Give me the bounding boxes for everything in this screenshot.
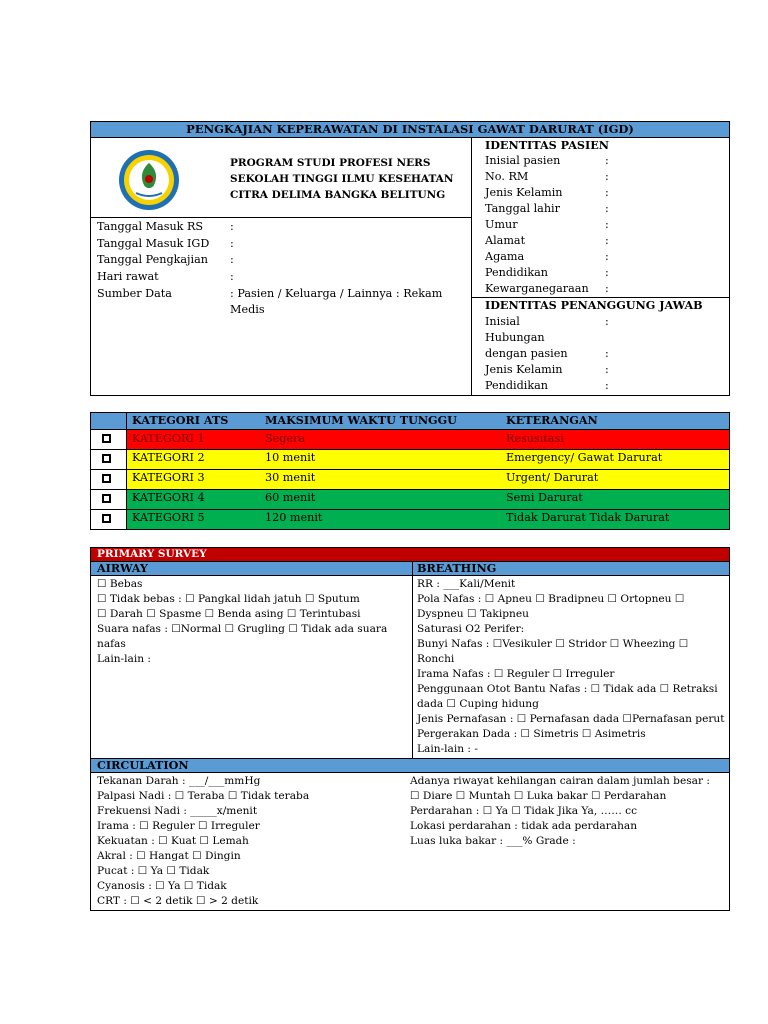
airway-line-3[interactable]: ☐ Darah ☐ Spasme ☐ Benda asing ☐ Terintubasi <box>97 608 361 620</box>
responsible-identity-title: IDENTITAS PENANGGUNG JAWAB <box>485 298 703 312</box>
responsible-colon-3[interactable]: : <box>605 347 609 360</box>
ats-keterangan-5: Tidak Darurat Tidak Darurat <box>506 511 670 524</box>
patient-colon-7[interactable]: : <box>605 250 609 263</box>
admission-label-4: Hari rawat <box>97 270 159 283</box>
responsible-colon-4[interactable]: : <box>605 363 609 376</box>
ats-row-1 <box>126 430 729 449</box>
breathing-line-2[interactable]: Pola Nafas : ☐ Apneu ☐ Bradipneu ☐ Ortopneu ☐ <box>417 593 685 605</box>
admission-label-5: Sumber Data <box>97 287 172 300</box>
admission-label-3: Tanggal Pengkajian <box>97 253 208 266</box>
patient-colon-2[interactable]: : <box>605 170 609 183</box>
ats-waktu-1: Segera <box>265 432 306 445</box>
ats-kategori-2: KATEGORI 2 <box>132 451 205 464</box>
airway-breathing-header <box>91 562 729 575</box>
responsible-colon-1[interactable]: : <box>605 315 609 328</box>
patient-field-6: Alamat <box>485 234 526 247</box>
patient-field-3: Jenis Kelamin <box>485 186 563 199</box>
ats-kategori-5: KATEGORI 5 <box>132 511 205 524</box>
admission-label-1: Tanggal Masuk RS <box>97 220 204 233</box>
admission-value-1[interactable]: : <box>230 220 234 233</box>
patient-colon-4[interactable]: : <box>605 202 609 215</box>
circulation-left-3[interactable]: Frekuensi Nadi : _____x/menit <box>97 805 258 817</box>
responsible-colon-5[interactable]: : <box>605 379 609 392</box>
institution-line-1: PROGRAM STUDI PROFESI NERS <box>230 157 431 169</box>
breathing-line-1[interactable]: RR : ___Kali/Menit <box>417 578 516 590</box>
ats-row-3 <box>126 470 729 489</box>
ats-checkbox-3[interactable] <box>102 474 111 483</box>
ats-checkbox-4[interactable] <box>102 494 111 503</box>
sumber-data-cont: Medis <box>230 303 265 316</box>
ats-kategori-4: KATEGORI 4 <box>132 491 205 504</box>
ats-keterangan-3: Urgent/ Darurat <box>506 471 599 484</box>
ats-waktu-2: 10 menit <box>265 451 316 464</box>
circulation-right-1: Adanya riwayat kehilangan cairan dalam jumlah besar : <box>410 775 710 787</box>
breathing-line-5[interactable]: Bunyi Nafas : ☐Vesikuler ☐ Stridor ☐ Wheezing ☐ <box>417 638 689 650</box>
patient-field-9: Kewarganegaraan <box>485 282 589 295</box>
admission-value-3[interactable]: : <box>230 253 234 266</box>
circulation-right-4[interactable]: Lokasi perdarahan : tidak ada perdarahan <box>410 820 638 832</box>
patient-field-8: Pendidikan <box>485 266 548 279</box>
circulation-left-6[interactable]: Akral : ☐ Hangat ☐ Dingin <box>97 850 241 862</box>
ats-checkbox-1[interactable] <box>102 434 111 443</box>
institution-line-3: CITRA DELIMA BANGKA BELITUNG <box>230 189 446 201</box>
circulation-left-2[interactable]: Palpasi Nadi : ☐ Teraba ☐ Tidak teraba <box>97 790 310 802</box>
ats-checkbox-5[interactable] <box>102 514 111 523</box>
patient-colon-9[interactable]: : <box>605 282 609 295</box>
responsible-field-3: dengan pasien <box>485 347 568 360</box>
airway-line-4[interactable]: Suara nafas : ☐Normal ☐ Grugling ☐ Tidak ada suara <box>97 623 388 635</box>
institution-logo <box>118 149 180 211</box>
breathing-line-10[interactable]: Jenis Pernafasan : ☐ Pernafasan dada ☐Pernafasan perut <box>417 713 725 725</box>
circulation-right-2[interactable]: ☐ Diare ☐ Muntah ☐ Luka bakar ☐ Perdarahan <box>410 790 667 802</box>
institution-line-2: SEKOLAH TINGGI ILMU KESEHATAN <box>230 173 454 185</box>
circulation-right-3[interactable]: Perdarahan : ☐ Ya ☐ Tidak Jika Ya, …… cc <box>410 805 638 817</box>
responsible-field-2: Hubungan <box>485 331 545 344</box>
ats-kategori-1: KATEGORI 1 <box>132 432 205 445</box>
form-title: PENGKAJIAN KEPERAWATAN DI INSTALASI GAWAT DARURAT (IGD) <box>186 122 634 136</box>
primary-survey-title: PRIMARY SURVEY <box>97 548 207 560</box>
breathing-line-3[interactable]: Dyspneu ☐ Takipneu <box>417 608 529 620</box>
patient-colon-8[interactable]: : <box>605 266 609 279</box>
ats-keterangan-4: Semi Darurat <box>506 491 583 504</box>
ats-header-kategori: KATEGORI ATS <box>132 413 229 427</box>
circulation-left-5[interactable]: Kekuatan : ☐ Kuat ☐ Lemah <box>97 835 249 847</box>
responsible-field-5: Pendidikan <box>485 379 548 392</box>
patient-colon-3[interactable]: : <box>605 186 609 199</box>
ats-waktu-3: 30 menit <box>265 471 316 484</box>
responsible-field-1: Inisial <box>485 315 520 328</box>
breathing-line-8[interactable]: Penggunaan Otot Bantu Nafas : ☐ Tidak ada ☐ Retraksi <box>417 683 718 695</box>
airway-line-2[interactable]: ☐ Tidak bebas : ☐ Pangkal lidah jatuh ☐ Sputum <box>97 593 360 605</box>
patient-colon-5[interactable]: : <box>605 218 609 231</box>
ats-checkbox-2[interactable] <box>102 454 111 463</box>
ats-waktu-4: 60 menit <box>265 491 316 504</box>
ats-keterangan-2: Emergency/ Gawat Darurat <box>506 451 663 464</box>
patient-field-4: Tanggal lahir <box>485 202 560 215</box>
patient-colon-1[interactable]: : <box>605 154 609 167</box>
ats-header-keterangan: KETERANGAN <box>506 413 598 427</box>
airway-line-1[interactable]: ☐ Bebas <box>97 578 143 590</box>
patient-identity-title: IDENTITAS PASIEN <box>485 138 609 152</box>
breathing-line-4[interactable]: Saturasi O2 Perifer: <box>417 623 525 635</box>
admission-value-4[interactable]: : <box>230 270 234 283</box>
breathing-line-12[interactable]: Lain-lain : - <box>417 743 478 755</box>
ats-waktu-5: 120 menit <box>265 511 323 524</box>
circulation-left-1[interactable]: Tekanan Darah : ___/___mmHg <box>97 775 261 787</box>
circulation-left-4[interactable]: Irama : ☐ Reguler ☐ Irreguler <box>97 820 260 832</box>
circulation-title: CIRCULATION <box>97 758 189 772</box>
patient-field-5: Umur <box>485 218 518 231</box>
breathing-title: BREATHING <box>417 561 497 575</box>
ats-kategori-3: KATEGORI 3 <box>132 471 205 484</box>
patient-field-2: No. RM <box>485 170 529 183</box>
admission-value-5[interactable]: : Pasien / Keluarga / Lainnya : Rekam <box>230 287 443 300</box>
circulation-right-5[interactable]: Luas luka bakar : ___% Grade : <box>410 835 576 847</box>
airway-line-6[interactable]: Lain-lain : <box>97 653 151 665</box>
patient-colon-6[interactable]: : <box>605 234 609 247</box>
admission-label-2: Tanggal Masuk IGD <box>97 237 210 250</box>
admission-value-2[interactable]: : <box>230 237 234 250</box>
circulation-left-9[interactable]: CRT : ☐ < 2 detik ☐ > 2 detik <box>97 895 259 907</box>
patient-field-7: Agama <box>485 250 525 263</box>
breathing-line-7[interactable]: Irama Nafas : ☐ Reguler ☐ Irreguler <box>417 668 615 680</box>
breathing-line-6: Ronchi <box>417 653 455 665</box>
responsible-field-4: Jenis Kelamin <box>485 363 563 376</box>
patient-field-1: Inisial pasien <box>485 154 561 167</box>
ats-header-waktu: MAKSIMUM WAKTU TUNGGU <box>265 413 457 427</box>
breathing-line-11[interactable]: Pergerakan Dada : ☐ Simetris ☐ Asimetris <box>417 728 646 740</box>
ats-keterangan-1: Resusitasi <box>506 432 564 445</box>
airway-line-5: nafas <box>97 638 126 650</box>
circulation-left-8[interactable]: Cyanosis : ☐ Ya ☐ Tidak <box>97 880 227 892</box>
airway-title: AIRWAY <box>97 561 148 575</box>
breathing-line-9[interactable]: dada ☐ Cuping hidung <box>417 698 539 710</box>
ats-row-4 <box>126 490 729 509</box>
circulation-left-7[interactable]: Pucat : ☐ Ya ☐ Tidak <box>97 865 210 877</box>
